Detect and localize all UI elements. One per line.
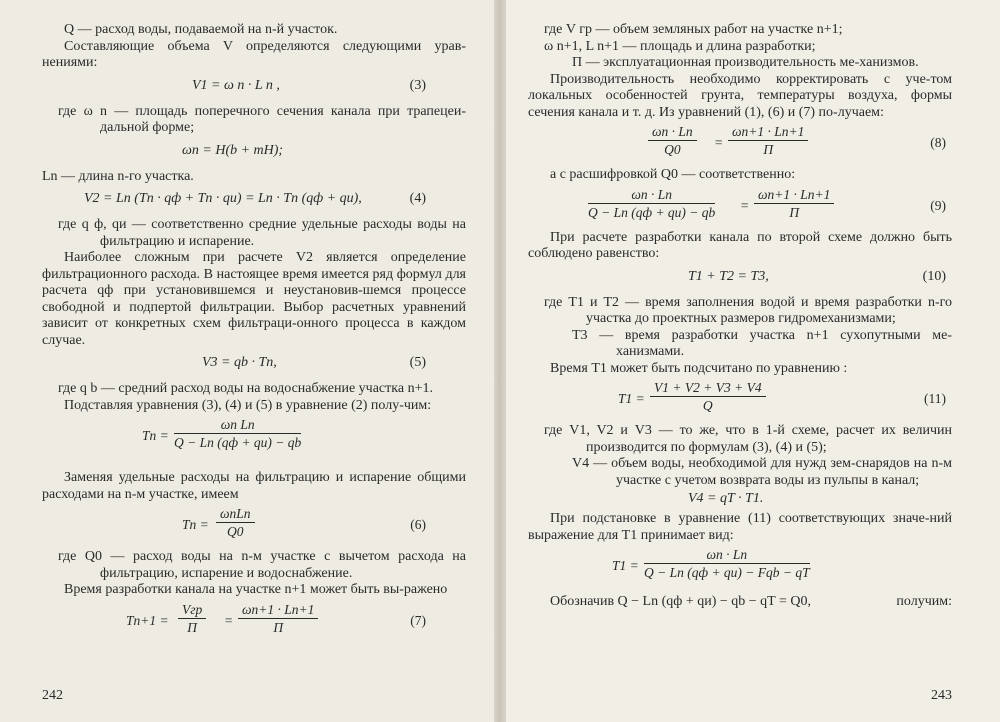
text-paragraph: Наиболее сложным при расчете V2 является определение фильтрационного расхода. В настоящее время имеется ряд формул для расчета qф при установившемся и неустановив-шемся процессе свободной и подпертой фильтрации. Выбор расчетных уравнений зависит от конкретных схем фильтраци-онного процесса в каждом случае. — [42, 250, 466, 348]
equals-sign: = — [714, 135, 724, 150]
fraction — [754, 186, 834, 222]
page-number: 243 — [931, 688, 952, 703]
equation-number: (9) — [930, 197, 946, 213]
book-gutter — [494, 0, 506, 722]
equation-number: (4) — [409, 191, 426, 206]
text-line: где T1 и T2 — время заполнения водой и время разработки n-го участка до проектных размеров гидромеханизмами; — [544, 294, 952, 326]
text-line: Время разработки канала на участке n+1 может быть вы-ражено — [64, 582, 448, 597]
text-line: где V гр — объем земляных работ на участке n+1; — [544, 22, 843, 37]
text-line: Заменяя удельные расходы на фильтрацию и испарение общими расходами на n-м участке, имеем — [42, 470, 466, 502]
denominator: П — [273, 619, 284, 635]
equation-lhs: Tn = — [142, 428, 169, 443]
page-number: 242 — [42, 688, 63, 703]
equation-4 — [42, 185, 466, 217]
numerator: Vгр — [178, 601, 206, 619]
text-line: При расчете разработки канала по второй схеме должно быть соблюдено равенство: — [528, 229, 952, 261]
fraction — [178, 601, 206, 637]
fraction — [174, 416, 301, 452]
fraction — [216, 505, 255, 541]
equation-text: ωn = H(b + mH); — [182, 142, 284, 158]
closing-word: получим: — [896, 594, 952, 609]
numerator: ωn · Ln — [648, 123, 697, 141]
text-line: где ω n — площадь поперечного сечения канала при трапецеи-дальной форме; — [58, 103, 466, 135]
numerator: ωn · Ln — [588, 186, 715, 204]
text-line: Ln — длина n-го участка. — [42, 168, 194, 184]
denominator: Q — [702, 398, 713, 413]
equation-8 — [528, 121, 952, 167]
denominator: Q0 — [227, 524, 244, 539]
text-line: Составляющие объема V определяются следующими урав-нениями: — [42, 38, 466, 70]
closing-formula: Обозначив Q − Ln (qф + qи) − qb − qT = Q0, — [550, 594, 811, 609]
text-line: V4 — объем воды, необходимой для нужд зем-снарядов на n-м участке с учетом возврата воды из пульпы в канал; — [572, 456, 952, 488]
text-paragraph: Производительность необходимо корректировать с уче-том локальных особенностей грунта, температуры воздуха, формы сечения канала и т. д. Из уравнений (1), (6) и (7) по-лучаем: — [528, 71, 952, 120]
numerator: ωn · Ln — [644, 546, 810, 564]
text-line: где Q0 — расход воды на n-м участке с вычетом расхода на фильтрацию, испарение и водоснабжение. — [58, 549, 466, 581]
denominator: Q − Ln (qф + qи) − qb — [588, 204, 716, 220]
fraction — [648, 123, 697, 159]
equation-text: T1 + T2 = T3, — [688, 268, 769, 284]
numerator: ωn+1 · Ln+1 — [728, 123, 808, 141]
numerator: V1 + V2 + V3 + V4 — [650, 379, 766, 397]
text-line: ω n+1, L n+1 — площадь и длина разработки; — [544, 38, 816, 54]
equation-number: (10) — [922, 268, 946, 284]
equals-sign: = — [224, 612, 234, 628]
text-line: где V1, V2 и V3 — то же, что в 1-й схеме, расчет их величин производится по формулам (3), (4) и (5); — [544, 423, 952, 455]
equation-text: V3 = qb · Tn, — [202, 355, 277, 370]
text-line: Подставляя уравнения (3), (4) и (5) в уравнение (2) полу-чим: — [64, 397, 432, 413]
equation-10 — [528, 263, 952, 295]
equation-5 — [42, 349, 466, 381]
text-line: П — эксплуатационная производительность ме-ханизмов. — [572, 55, 919, 70]
equation-t1 — [528, 544, 952, 590]
equation-lhs: T1 = — [612, 558, 639, 573]
fraction — [728, 123, 808, 159]
text-line — [528, 594, 952, 611]
equation-6 — [42, 503, 466, 549]
text-line: Время T1 может быть подсчитано по уравнению : — [550, 360, 848, 376]
equation-lhs: Tn = — [182, 517, 209, 532]
denominator: П — [763, 142, 774, 157]
equation-tn — [42, 414, 466, 460]
equation-number: (6) — [410, 517, 426, 532]
text-line: а с расшифровкой Q0 — соответственно: — [550, 167, 796, 182]
text-line: При подстановке в уравнение (11) соответствующих значе-ний выражение для T1 принимает вид: — [528, 511, 952, 543]
numerator: ωn+1 · Ln+1 — [238, 601, 318, 619]
denominator: Q − Ln (qф + qи) − qb — [174, 435, 302, 450]
text-line: где q ф, qи — соответственно средние удельные расходы воды на фильтрацию и испарение. — [58, 217, 466, 249]
equation-text: V4 = qT · T1. — [688, 491, 764, 506]
numerator: ωn+1 · Ln+1 — [754, 186, 834, 204]
equation-text: V1 = ω n · L n , — [192, 77, 280, 93]
equation-number: (11) — [924, 391, 946, 406]
fraction — [644, 546, 810, 582]
denominator: П — [789, 204, 800, 220]
equation-number: (3) — [409, 77, 426, 93]
denominator: Q − Ln (qф + qи) − Fqb − qT — [644, 565, 810, 580]
equation-3 — [42, 72, 466, 104]
numerator: ωnLn — [216, 505, 255, 523]
equation-number: (8) — [930, 135, 946, 150]
equation-lhs: Tn+1 = — [126, 612, 169, 628]
fraction — [650, 379, 766, 415]
fraction — [238, 601, 318, 637]
equation-number: (5) — [409, 355, 426, 370]
equation-text: V2 = Ln (Tn · qф + Tn · qи) = Ln · Tn (qф + qи), — [84, 191, 362, 206]
equals-sign: = — [740, 197, 750, 213]
text-line: где q b — средний расход воды на водоснабжение участка n+1. — [58, 381, 433, 396]
fraction — [588, 186, 715, 222]
equation-11 — [528, 377, 952, 423]
equation-number: (7) — [410, 612, 426, 628]
equation-lhs: T1 = — [618, 391, 645, 406]
equation-omega — [42, 137, 466, 169]
numerator: ωn Ln — [174, 416, 301, 434]
equation-v4 — [528, 489, 952, 511]
denominator: Q0 — [664, 142, 681, 157]
equation-9 — [528, 184, 952, 230]
denominator: П — [187, 619, 197, 635]
right-page — [500, 0, 1000, 722]
text-line: Q — расход воды, подаваемой на n-й участок. — [64, 22, 338, 37]
text-line: T3 — время разработки участка n+1 сухопутными ме-ханизмами. — [572, 327, 952, 359]
equation-7 — [42, 599, 466, 645]
